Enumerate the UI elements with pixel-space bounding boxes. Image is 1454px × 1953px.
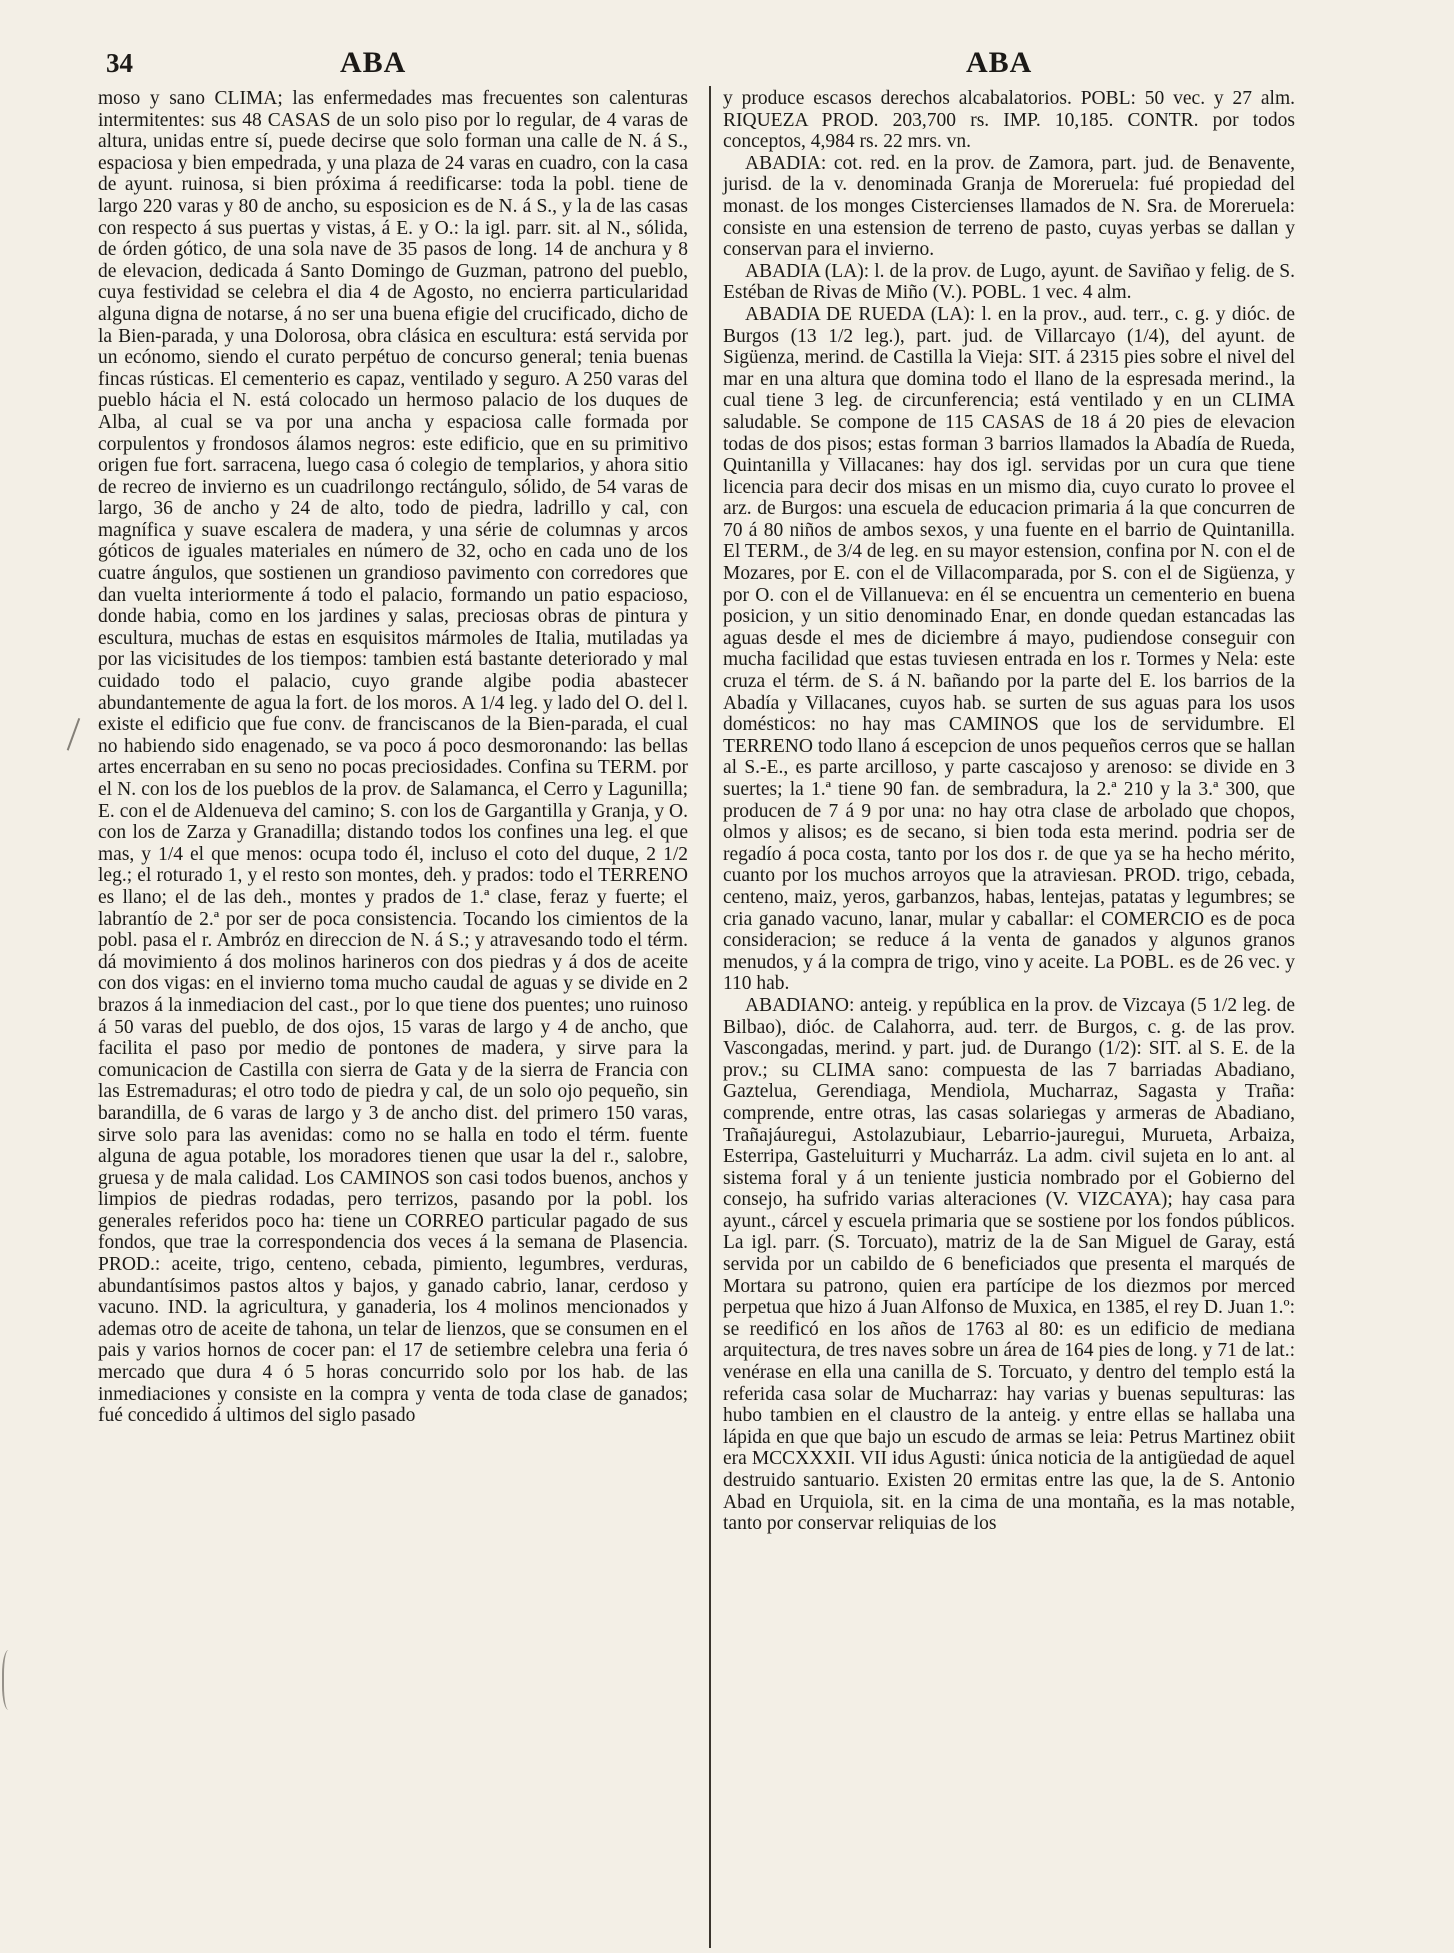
entry-abadia-de-rueda: ABADIA DE RUEDA (LA): l. en la prov., aud. terr., c. g. y dióc. de Burgos (13 1/2 leg.), part. jud. de Villarcayo (1/4), del ayunt. de Sigüenza, merind. de Castilla la Vieja: SIT. á 2315 pies sobre el nivel del mar en una altura que domina todo el llano de la espresada merind., la cual tiene 3 leg. de circunferencia; está ventilado y en un CLIMA saludable. Se compone de 115 CASAS de 18 á 20 pies de elevacion todas de dos pisos; estas forman 3 barrios llamados la Abadía de Rueda, Quintanilla y Villacanes: hay dos igl. servidas por un cura que tiene licencia para decir dos misas en un mismo dia, cuyo curato lo provee el arz. de Burgos: una escuela de educacion primaria á la que concurren de 70 á 80 niños de ambos sexos, y una fuente en el barrio de Quintanilla. El TERM., de 3/4 de leg. en su mayor estension, confina por N. con el de Mozares, por E. con el de Villacomparada, por S. con el de Sigüenza, y por O. con el de Villanueva: en él se encuentra un cementerio en buena posicion, y un sitio denominado Enar, en donde quedan estancadas las aguas desde el mes de diciembre á mayo, pudiendose conseguir con mucha facilidad que estas tuviesen entrada en los r. Tormes y Nela: este cruza el térm. de S. á N. bañando por la parte del E. los barrios de la Abadía y Villacanes, cuyos hab. se surten de sus aguas para los usos domésticos: no hay mas CAMINOS que los de servidumbre. El TERRENO todo llano á escepcion de unos pequeños cerros que se hallan al S.-E., es parte arcilloso, y parte cascajoso y arenoso: se divide en 3 suertes; la 1.ª tiene 90 fan. de sembradura, la 2.ª 210 y la 3.ª 300, que producen de 7 á 9 por una: no hay otra clase de arbolado que chopos, olmos y alisos; es de secano, si bien toda esta merind. podria ser de regadío á poca costa, tanto por los dos r. de que ya se ha hecho mérito, cuanto por los muchos arroyos que la atraviesan. PROD. trigo, cebada, centeno, maiz, yeros, garbanzos, habas, lentejas, patatas y legumbres; se cria ganado vacuno, lanar, mular y caballar: el COMERCIO es de poca consideracion; se reduce á la venta de ganados y algunos granos menudos, y á la compra de trigo, vino y aceite. La POBL. es de 26 vec. y 110 hab. xyxy=(723,303,1295,995)
entry-abadia-la: ABADIA (LA): l. de la prov. de Lugo, ayunt. de Saviñao y felig. de S. Estéban de Rivas de Miño (V.). POBL. 1 vec. 4 alm. xyxy=(723,260,1295,304)
left-column xyxy=(98,88,688,1427)
right-column xyxy=(701,88,1295,1535)
page-header xyxy=(0,46,1454,86)
paragraph-continuation: y produce escasos derechos alcabalatorios. POBL: 50 vec. y 27 alm. RIQUEZA PROD. 203,700 rs. IMP. 10,185. CONTR. por todos conceptos, 4,984 rs. 22 mrs. vn. xyxy=(723,88,1295,153)
margin-bracket-mark xyxy=(2,1650,18,1710)
margin-pencil-mark xyxy=(67,718,96,756)
page-number: 34 xyxy=(106,48,133,78)
running-head-right: ABA xyxy=(966,46,1033,79)
entry-abadiano: ABADIANO: anteig. y república en la prov. de Vizcaya (5 1/2 leg. de Bilbao), dióc. de Calahorra, aud. terr. de Burgos, c. g. de las prov. Vascongadas, merind. y part. jud. de Durango (1/2): SIT. al S. E. de la prov.; su CLIMA sano: compuesta de las 7 barriadas Abadiano, Gaztelua, Gerendiaga, Mendiola, Mucharraz, Sagasta y Traña: comprende, entre otras, las casas solariegas y armeras de Abadiano, Trañajáuregui, Astolazubiaur, Lebarrio-jauregui, Murueta, Arbaiza, Esterripa, Gasteluiturri y Mucharráz. La adm. civil sujeta en lo ant. al sistema foral y á un teniente justicia nombrado por el Gobierno del consejo, ha sufrido varias alteraciones (V. VIZCAYA); hay casa para ayunt., cárcel y escuela primaria que se sostiene por los fondos públicos. La igl. parr. (S. Torcuato), matriz de la de San Miguel de Garay, está servida por un cabildo de 6 beneficiados que presenta el marqués de Mortara su patrono, quien era partícipe de los diezmos por merced perpetua que hizo á Juan Alfonso de Muxica, en 1385, el rey D. Juan 1.º: se reedificó en los años de 1763 al 80: es un edificio de mediana arquitectura, de tres naves sobre un área de 164 pies de long. y 71 de lat.: venérase en ella una canilla de S. Torcuato, y dentro del templo está la referida casa solar de Mucharraz: hay varias y buenas sepulturas: las hubo tambien en el claustro de la anteig. y entre ellas se hallaba una lápida en que que bajo un escudo de armas se leia: Petrus Martinez obiit era MCCXXXII. VII idus Agusti: única noticia de la antigüedad de aquel destruido santuario. Existen 20 ermitas entre las que, la de S. Antonio Abad en Urquiola, sit. en la cima de una montaña, es la mas notable, tanto por conservar reliquias de los xyxy=(723,994,1295,1535)
entry-abadia: ABADIA: cot. red. en la prov. de Zamora, part. jud. de Benavente, jurisd. de la v. denominada Granja de Moreruela: fué propiedad del monast. de los monges Cistercienses llamados de N. Sra. de Moreruela: consiste en una estension de terreno de pasto, cuyas yerbas se dallan y conservan para el invierno. xyxy=(723,152,1295,261)
paragraph-continuation: moso y sano CLIMA; las enfermedades mas frecuentes son calenturas intermitentes: sus 48 CASAS de un solo piso por lo regular, de 4 varas de altura, unidas entre sí, puede decirse que solo forman una calle de N. á S., espaciosa y bien empedrada, y una plaza de 24 varas en cuadro, con la casa de ayunt. ruinosa, si bien próxima á reedificarse: toda la pobl. tiene de largo 220 varas y 80 de ancho, su esposicion es de N. á S., y la de las casas con respecto á sus puertas y vistas, á E. y O.: la igl. parr. sit. al N., sólida, de órden gótico, de una sola nave de 35 pasos de long. 14 de anchura y 8 de elevacion, dedicada á Santo Domingo de Guzman, patrono del pueblo, cuya festividad se celebra el dia 4 de Agosto, no encierra particularidad alguna digna de notarse, á no ser una buena efigie del crucificado, dicho de la Bien-parada, y una Dolorosa, obra clásica en escultura: está servida por un ecónomo, siendo el curato perpétuo de concurso general; tenia buenas fincas rústicas. El cementerio es capaz, ventilado y seguro. A 250 varas del pueblo hácia el N. está colocado un hermoso palacio de los duques de Alba, al cual se va por una ancha y espaciosa calle formada por corpulentos y frondosos álamos negros: este edificio, que en su primitivo origen fue fort. sarracena, luego casa ó colegio de templarios, y ahora sitio de recreo de invierno es un cuadrilongo rectángulo, sólido, de 54 varas de largo, 36 de ancho y 24 de alto, todo de piedra, ladrillo y cal, con magnífica y suave escalera de madera, y una série de columnas y arcos góticos de iguales materiales en número de 32, ocho en cada uno de los cuatre ángulos, que sostienen un grandioso pavimento con corredores que dan vuelta interiormente á todo el palacio, formando un patio espacioso, donde habia, como en los jardines y salas, preciosas obras de pintura y escultura, muchas de estas en esquisitos mármoles de Italia, mutiladas ya por las vicisitudes de los tiempos: tambien está bastante deteriorado y mal cuidado todo el palacio, cuyo grande algibe podia abastecer abundantemente de agua la fort. de los moros. A 1/4 leg. y lado del O. del l. existe el edificio que fue conv. de franciscanos de la Bien-parada, el cual no habiendo sido enagenado, se va poco á poco desmoronando: las bellas artes encerraban en su seno no pocas preciosidades. Confina su TERM. por el N. con los de los pueblos de la prov. de Salamanca, el Cerro y Lagunilla; E. con el de Aldenueva del camino; S. con los de Gargantilla y Granja, y O. con los de Zarza y Granadilla; distando todos los confines una leg. el que mas, y 1/4 el que menos: ocupa todo él, incluso el coto del duque, 2 1/2 leg.; el roturado 1, y el resto son montes, deh. y prados: todo el TERRENO es llano; el de las deh., montes y prados de 1.ª clase, feraz y fuerte; el labrantío de 2.ª por ser de poca consistencia. Tocando los cimientos de la pobl. pasa el r. Ambróz en direccion de N. á S.; y atravesando todo el térm. dá movimiento á dos molinos harineros con dos piedras y á dos de aceite con dos vigas: en el invierno toma mucho caudal de aguas y se divide en 2 brazos á la inmediacion del cast., por lo que tiene dos puentes; uno ruinoso á 50 varas del pueblo, de dos ojos, 15 varas de largo y 4 de ancho, que facilita el paso por medio de pontones de madera, y sirve para la comunicacion de Castilla con sierra de Gata y de la sierra de Francia con las Estremaduras; el otro todo de piedra y cal, de un solo ojo pequeño, sin barandilla, de 6 varas de largo y 3 de ancho dist. del primero 150 varas, sirve solo para las avenidas: como no se halla en todo el térm. fuente alguna de agua potable, los moradores tienen que usar la del r., salobre, gruesa y de mala calidad. Los CAMINOS son casi todos buenos, anchos y limpios de piedras rodadas, pero terrizos, pasando por la pobl. los generales referidos poco ha: tiene un CORREO particular pagado de sus fondos, que trae la correspondencia dos veces á la semana de Plasencia. PROD.: aceite, trigo, centeno, cebada, pimiento, legumbres, verduras, abundantísimos pastos altos y bajos, y ganado cabrio, lanar, cerdoso y vacuno. IND. la agricultura, y ganaderia, los 4 molinos mencionados y ademas otro de aceite de tahona, un telar de lienzos, que se consumen en el pais y varios hornos de cocer pan: el 17 de setiembre celebra una feria ó mercado que dura 4 ó 5 horas concurrido solo por los hab. de las inmediaciones y consiste en la compra y venta de toda clase de ganados; fué concedido á ultimos del siglo pasado xyxy=(98,88,688,1427)
running-head-left: ABA xyxy=(340,46,407,79)
